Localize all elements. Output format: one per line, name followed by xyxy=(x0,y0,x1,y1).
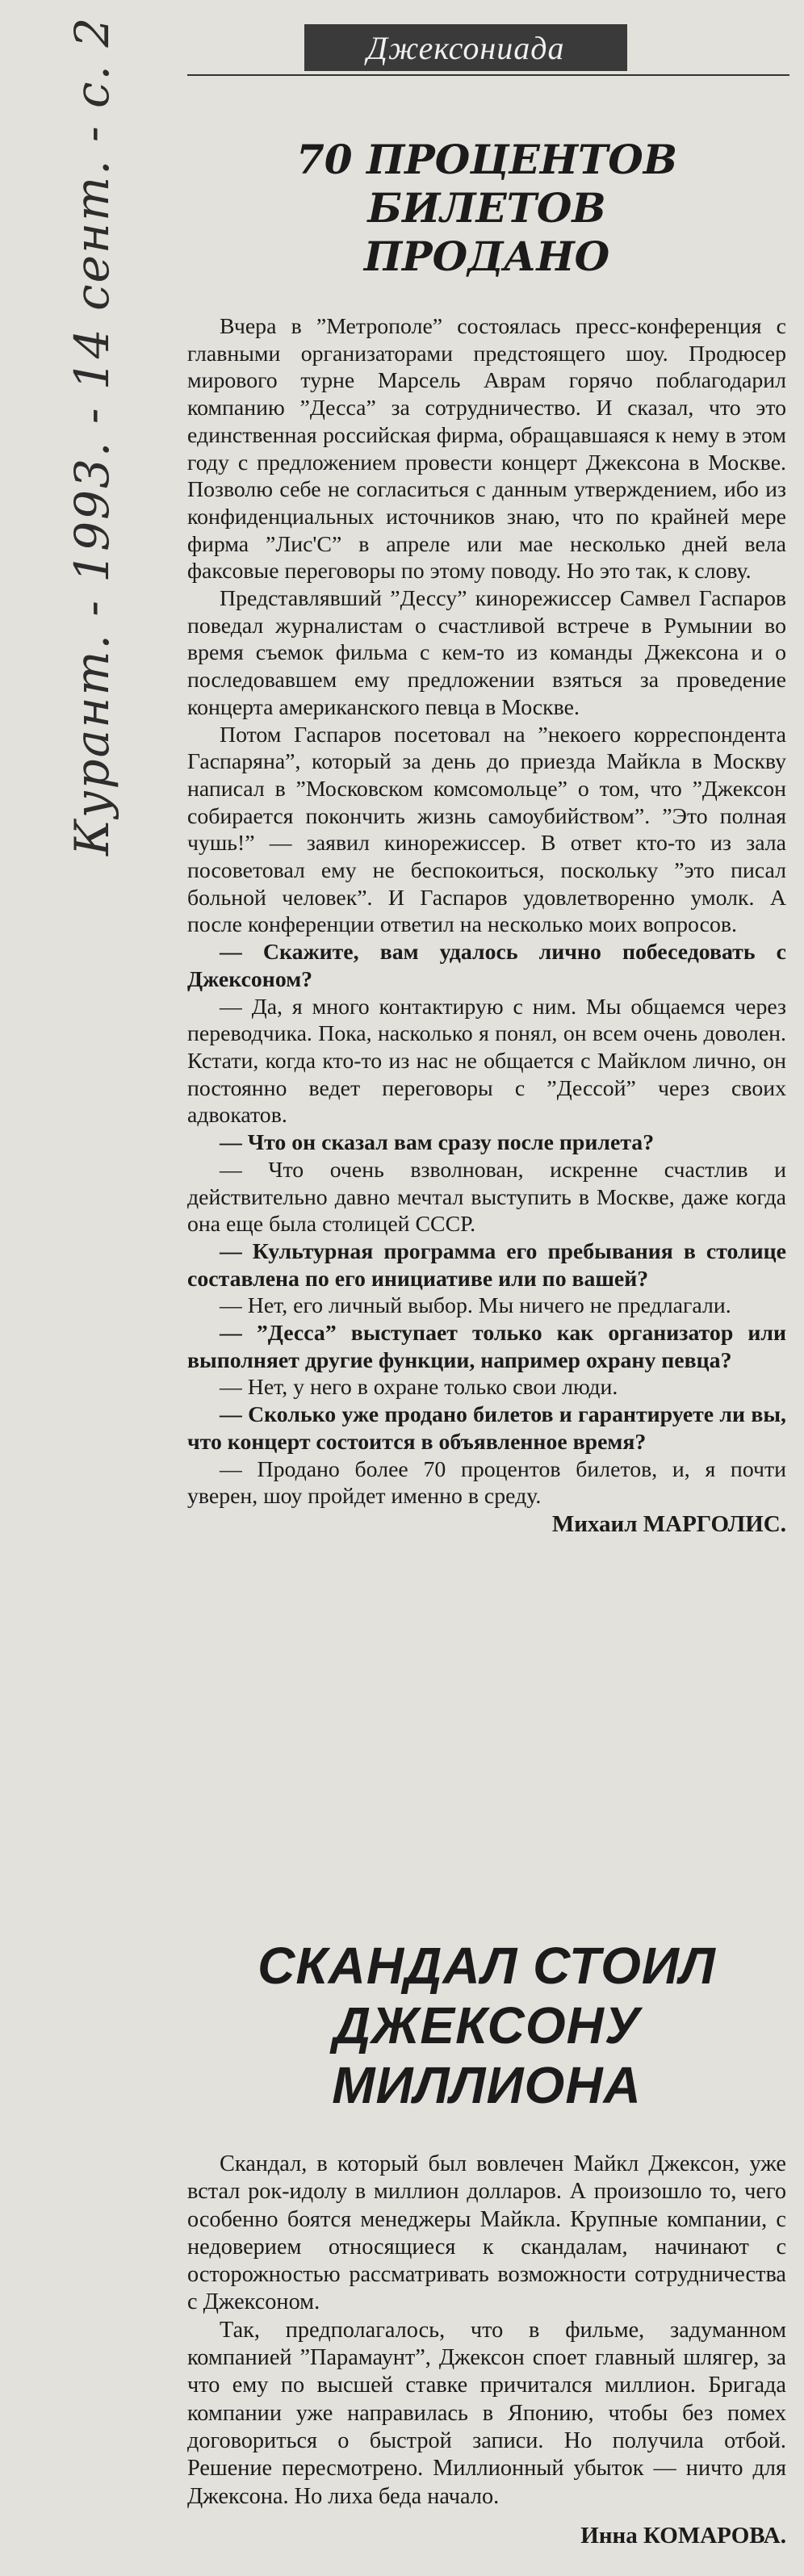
interview-answer: — Нет, его личный выбор. Мы ничего не предлагали. xyxy=(220,1293,731,1319)
author-signature: Инна КОМАРОВА. xyxy=(580,2522,786,2549)
paragraph: Представлявший ”Дессу” кинорежиссер Самвел Гаспаров поведал журналистам о счастливой встрече в Румынии во время съемок фильма с кем-то из команды Джексона и о последовавшем ему предложении взяться за проведение концерта американского певца в Москве. xyxy=(187,586,786,720)
paragraph: Так, предполагалось, что в фильме, задуманном компанией ”Парамаунт”, Джексон споет главный шлягер, за что ему по высшей ставке причитался миллион. Бригада компании уже направилась в Японию, чтобы без помех договориться о быстрой записи. Но получила отбой. Решение пересмотрено. Миллионный убыток — ничто для Джексона. Но лиха беда начало. xyxy=(187,2317,786,2509)
title-line: СКАНДАЛ СТОИЛ xyxy=(258,1937,716,1995)
article-body xyxy=(187,2151,786,2511)
paragraph: Вчера в ”Метрополе” состоялась пресс-конференция с главными организаторами предстоящего шоу. Продюсер мирового турне Марсель Аврам горячо поблагодарил компанию ”Десса” за сотрудничество. И сказал, что это единственная российская фирма, обращавшаяся к нему в этом году с предложением провести концерт Джексона в Москве. Позволю себе не согласиться с данным утверждением, ибо из конфиденциальных источников знаю, что по крайней мере фирма ”Лис'С” в апреле или мае несколько дней вела факсовые переговоры по этому поводу. Но это так, к слову. xyxy=(187,314,786,584)
paragraph: Потом Гаспаров посетовал на ”некоего корреспондента Гаспаряна”, который за день до приезда Майкла в Москву написал в ”Московском комсомольце” о том, что ”Джексон собирается покончить жизнь самоубийством”. ”Это полная чушь!” — заявил кинорежиссер. В ответ кто-то из зала посоветовал ему не беспокоиться, поскольку ”это писал больной человек”. И Гаспаров удовлетворенно умолк. А после конференции ответил на несколько моих вопросов. xyxy=(187,722,786,938)
article-title xyxy=(187,1936,786,2115)
article-body xyxy=(187,313,786,1510)
author-signature: Михаил МАРГОЛИС. xyxy=(551,1510,786,1537)
article-title xyxy=(187,136,786,281)
rubric-rule xyxy=(187,74,789,76)
section-rubric: Джексониада xyxy=(304,24,627,71)
interview-answer: — Нет, у него в охране только свои люди. xyxy=(220,1375,618,1401)
interview-question: — Сколько уже продано билетов и гарантируете ли вы, что концерт состоится в объявленное время? xyxy=(187,1402,786,1455)
title-line: ДЖЕКСОНУ МИЛЛИОНА xyxy=(332,1996,642,2114)
handwritten-note: Курант. - 1993. - 14 сент. - с. 2 xyxy=(65,15,119,856)
interview-answer: — Да, я много контактирую с ним. Мы общаемся через переводчика. Пока, насколько я понял, он всем очень доволен. Кстати, когда кто-то из нас не общается с Майклом лично, он постоянно ведет переговоры с ”Дессой” через своих адвокатов. xyxy=(187,994,786,1129)
title-line: 70 ПРОЦЕНТОВ БИЛЕТОВ xyxy=(295,136,678,232)
article-tickets-sold xyxy=(187,136,786,1538)
interview-question: — ”Десса” выступает только как организатор или выполняет другие функции, например охрану певца? xyxy=(187,1321,786,1373)
article-scandal xyxy=(187,1936,786,2549)
interview-answer: — Что очень взволнован, искренне счастлив и действительно давно мечтал выступить в Москве, даже когда она еще была столицей СССР. xyxy=(187,1157,786,1238)
interview-question: — Культурная программа его пребывания в столице составлена по его инициативе или по вашей? xyxy=(187,1238,786,1292)
title-line: ПРОДАНО xyxy=(363,232,610,280)
interview-question: — Что он сказал вам сразу после прилета? xyxy=(220,1130,655,1156)
interview-question: — Скажите, вам удалось лично побеседовать с Джексоном? xyxy=(187,940,786,992)
paragraph: Скандал, в который был вовлечен Майкл Джексон, уже встал рок-идолу в миллион долларов. А произошло то, чего особенно боятся менеджеры Майкла. Крупные компании, с недоверием относящиеся к скандалам, начинают с осторожностью рассматривать возможности сотрудничества с Джексоном. xyxy=(187,2151,786,2315)
interview-answer: — Продано более 70 процентов билетов, и, я почти уверен, шоу пройдет именно в среду. xyxy=(187,1456,786,1510)
